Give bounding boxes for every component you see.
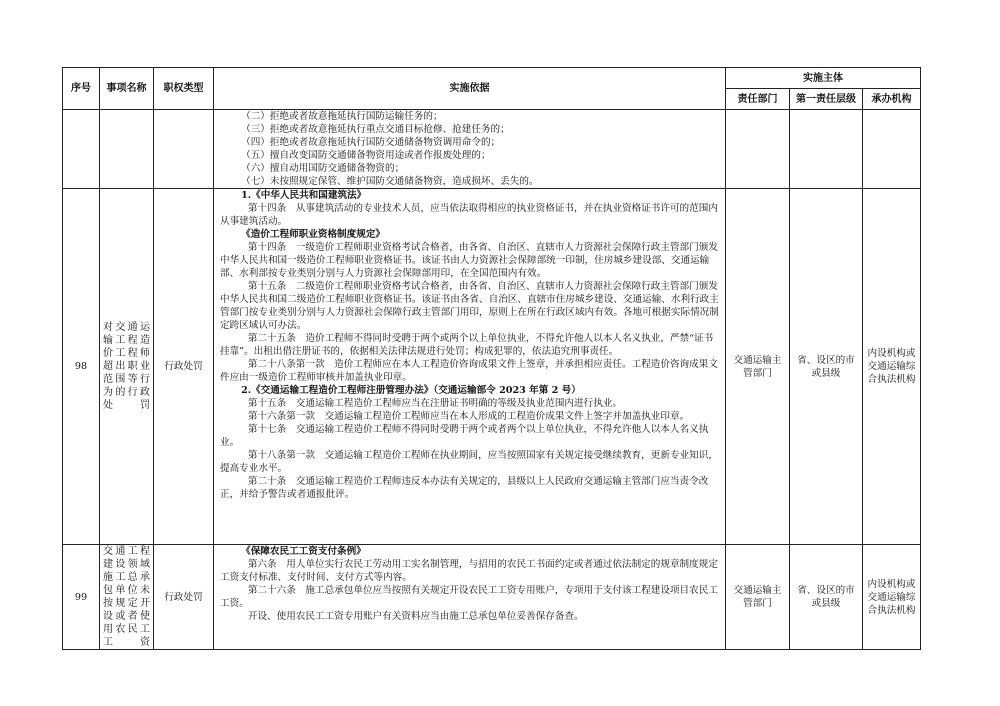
header-dept: 责任部门 [726, 89, 790, 110]
basis-heading: 2.《交通运输工程造价工程师注册管理办法》（交通运输部令 2023 年第 2 号） [241, 385, 581, 396]
basis-line: （六）擅自动用国防交通储备物资的； [241, 163, 405, 174]
basis-paragraph: 第二十五条 造价工程师不得同时受聘于两个或两个以上单位执业，不得允许他人以本人名义执业，严禁“证书挂靠”。出租出借注册证书的，依据相关法律法规进行处罚；构成犯罪的，依法追究刑事责任。 [220, 333, 714, 357]
header-agency: 承办机构 [863, 89, 921, 110]
table-row [63, 189, 921, 545]
basis-paragraph: 开设、使用农民工工资专用账户有关资料应当由施工总承包单位妥善保存备查。 [247, 611, 584, 622]
basis-paragraph: 第十五条 交通运输工程造价工程师应当在注册证书明确的等级及执业范围内进行执业。 [247, 398, 622, 409]
row-level: 省、设区的市或县级 [790, 545, 863, 650]
table-row [63, 545, 921, 650]
basis-line: （五）擅自改变国防交通储备物资用途或者作报废处理的； [241, 150, 491, 161]
header-level: 第一责任层级 [790, 89, 863, 110]
basis-paragraph: 第十八条第一款 交通运输工程造价工程师在执业期间，应当按照国家有关规定接受继续教育，更新专业知识，提高专业水平。 [220, 450, 718, 474]
header-row-top [63, 68, 921, 89]
basis-paragraph: 第十五条 二级造价工程师职业资格考试合格者，由各省、自治区、直辖市人力资源社会保障行政主管部门颁发中华人民共和国二级造价工程师职业资格证书。该证书由各省、自治区、直辖市住房城乡建设、交通运输、水利行政主管部门按专业类别分别与人力资源社会保障行政主管部门用印，原则上在所在行政区域内有效。各地可根据实际情况制定跨区域认可办法。 [220, 281, 719, 331]
row-dept: 交通运输主管部门 [726, 545, 790, 650]
basis-paragraph: 第十六条第一款 交通运输工程造价工程师应当在本人形成的工程造价成果文件上签字并加盖执业印章。 [247, 411, 690, 422]
basis-heading: 1.《中华人民共和国建筑法》 [241, 190, 367, 201]
header-subject: 实施主体 [726, 68, 921, 89]
basis-line: （三）拒绝或者故意拖延执行重点交通目标抢修、抢建任务的； [241, 124, 510, 135]
basis-heading: 《造价工程师职业资格制度规定》 [241, 229, 386, 240]
row-basis [214, 189, 726, 545]
row-seq: 99 [63, 545, 100, 650]
basis-line: （七）未按照规定保管、维护国防交通储备物资，造成损坏、丢失的。 [241, 176, 539, 187]
header-basis: 实施依据 [214, 68, 726, 110]
row-item-name: 交通工程建设领域施工总承包单位未按规定开设或者使用农民工工资 [100, 545, 154, 650]
header-item-name: 事项名称 [100, 68, 154, 110]
basis-paragraph: 第十七条 交通运输工程造价工程师不得同时受聘于两个或者两个以上单位执业，不得允许他人以本人名义执业。 [220, 424, 709, 448]
basis-heading: 《保障农民工工资支付条例》 [241, 546, 366, 557]
row-seq: 98 [63, 189, 100, 545]
basis-paragraph: 第十四条 从事建筑活动的专业技术人员，应当依法取得相应的执业资格证书，并在执业资格证书许可的范围内从事建筑活动。 [220, 203, 718, 227]
row-dept: 交通运输主管部门 [726, 189, 790, 545]
row-item-name: 对交通运输工程造价工程师超出职业范围等行为的行政处罚 [100, 189, 154, 545]
header-seq: 序号 [63, 68, 100, 110]
enforcement-table [62, 67, 921, 650]
basis-paragraph: 第二十条 交通运输工程造价工程师违反本办法有关规定的，县级以上人民政府交通运输主管部门应当责令改正，并给予警告或者通报批评。 [220, 476, 709, 500]
header-power-type: 职权类型 [154, 68, 214, 110]
basis-line: （四）拒绝或者故意拖延执行国防交通储备物资调用命令的； [241, 137, 501, 148]
basis-paragraph: 第六条 用人单位实行农民工劳动用工实名制管理，与招用的农民工书面约定或者通过依法制定的规章制度规定工资支付标准、支付时间、支付方式等内容。 [220, 559, 718, 583]
row-power-type: 行政处罚 [154, 545, 214, 650]
basis-paragraph: 第二十八条第一款 造价工程师应在本人工程造价咨询成果文件上签章，并承担相应责任。工程造价咨询成果文件应由一级造价工程师审核并加盖执业印章。 [220, 359, 718, 383]
row-level: 省、设区的市或县级 [790, 189, 863, 545]
basis-paragraph: 第十四条 一级造价工程师职业资格考试合格者，由各省、自治区、直辖市人力资源社会保障行政主管部门颁发中华人民共和国一级造价工程师职业资格证书。该证书由人力资源社会保障部统一印制，住房城乡建设部、交通运输部、水利部按专业类别分别与人力资源社会保障部用印，在全国范围内有效。 [220, 242, 718, 279]
continuation-basis [214, 110, 726, 189]
row-agency: 内设机构或交通运输综合执法机构 [863, 545, 921, 650]
row-agency: 内设机构或交通运输综合执法机构 [863, 189, 921, 545]
row-power-type: 行政处罚 [154, 189, 214, 545]
basis-paragraph: 第二十六条 施工总承包单位应当按照有关规定开设农民工工资专用账户，专项用于支付该工程建设项目农民工工资。 [220, 585, 718, 609]
basis-line: （二）拒绝或者故意拖延执行国防运输任务的； [241, 111, 443, 122]
table-row-continuation [63, 110, 921, 189]
row-basis [214, 545, 726, 650]
